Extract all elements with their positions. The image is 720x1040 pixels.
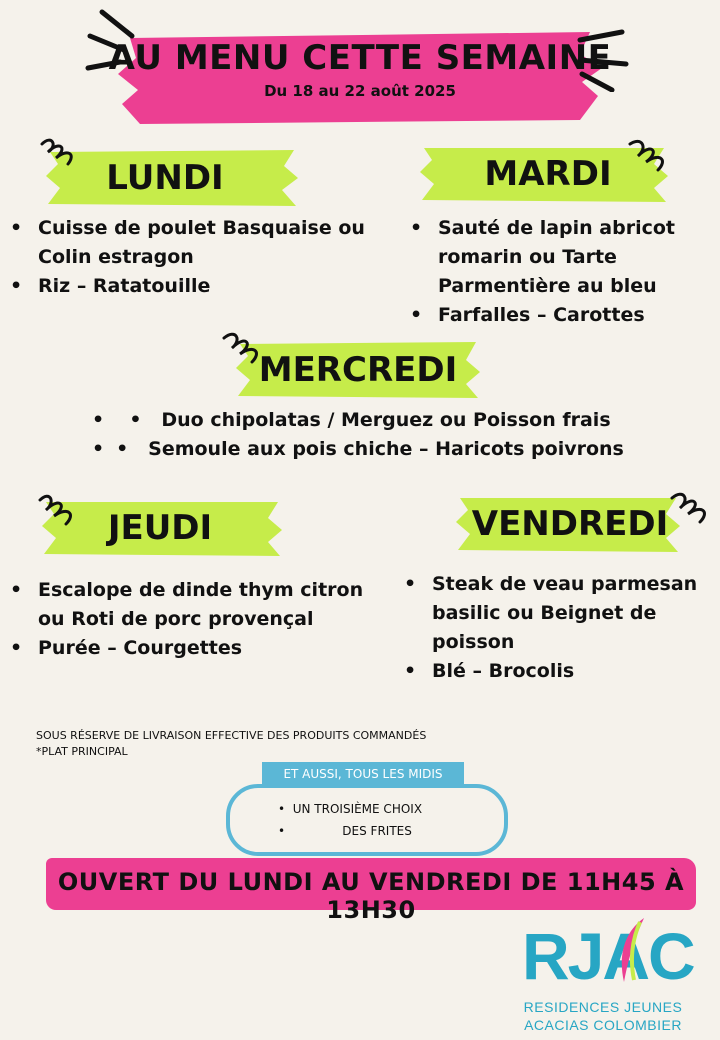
list-item: • Blé – Brocolis — [402, 657, 716, 686]
list-item: • Farfalles – Carottes — [408, 301, 708, 330]
logo-leaf-icon — [610, 916, 650, 986]
list-item: • Purée – Courgettes — [8, 634, 394, 663]
list-item-text: Duo chipolatas / Merguez ou Poisson frais — [161, 409, 611, 431]
day-label-mardi: MARDI — [484, 154, 612, 194]
list-item: • Steak de veau parmesan basilic ou Beignet de poisson — [402, 570, 716, 657]
list-item-text: Semoule aux pois chiche – Haricots poivrons — [148, 438, 624, 460]
disclaimer-line: SOUS RÉSERVE DE LIVRAISON EFFECTIVE DES PRODUITS COMMANDÉS — [36, 729, 427, 742]
menu-list-vendredi — [402, 570, 716, 686]
footnote-line: *PLAT PRINCIPAL — [36, 745, 128, 758]
day-label-jeudi: JEUDI — [107, 508, 213, 548]
extras-list — [278, 798, 458, 842]
logo-text: RJAC — [522, 919, 694, 993]
page-title: AU MENU CETTE SEMAINE — [108, 38, 612, 78]
bullet: • — [129, 409, 162, 431]
menu-list-mercredi — [90, 406, 650, 464]
bullet: • — [116, 438, 149, 460]
extras-tag: ET AUSSI, TOUS LES MIDIS — [262, 762, 464, 786]
disclaimer — [36, 728, 426, 760]
list-item: • Riz – Ratatouille — [8, 272, 388, 301]
day-label-vendredi: VENDREDI — [471, 504, 669, 544]
list-item — [278, 820, 458, 842]
logo — [522, 918, 694, 994]
list-item — [278, 798, 458, 820]
list-item-text: DES FRITES — [342, 824, 412, 838]
scribble-vendredi-icon — [666, 486, 714, 526]
menu-list-mardi — [408, 214, 708, 330]
list-item — [90, 406, 650, 435]
date-range: Du 18 au 22 août 2025 — [264, 82, 456, 100]
list-item: • Cuisse de poulet Basquaise ou Colin estragon — [8, 214, 388, 272]
list-item-text: UN TROISIÈME CHOIX — [292, 802, 423, 816]
day-label-mercredi: MERCREDI — [258, 350, 458, 390]
logo-line: RESIDENCES JEUNES — [523, 999, 683, 1015]
logo-line: ACACIAS COLOMBIER — [524, 1017, 682, 1033]
opening-hours: OUVERT DU LUNDI AU VENDREDI DE 11H45 À 13H30 — [57, 868, 685, 924]
menu-list-jeudi — [8, 576, 394, 663]
menu-list-lundi — [8, 214, 388, 301]
list-item: • Escalope de dinde thym citron ou Roti de porc provençal — [8, 576, 394, 634]
bullet: • — [278, 824, 343, 838]
bullet: • — [278, 802, 293, 816]
day-label-lundi: LUNDI — [106, 158, 224, 198]
list-item: • Sauté de lapin abricot romarin ou Tarte Parmentière au bleu — [408, 214, 708, 301]
logo-subtitle — [520, 998, 686, 1034]
list-item — [90, 435, 650, 464]
